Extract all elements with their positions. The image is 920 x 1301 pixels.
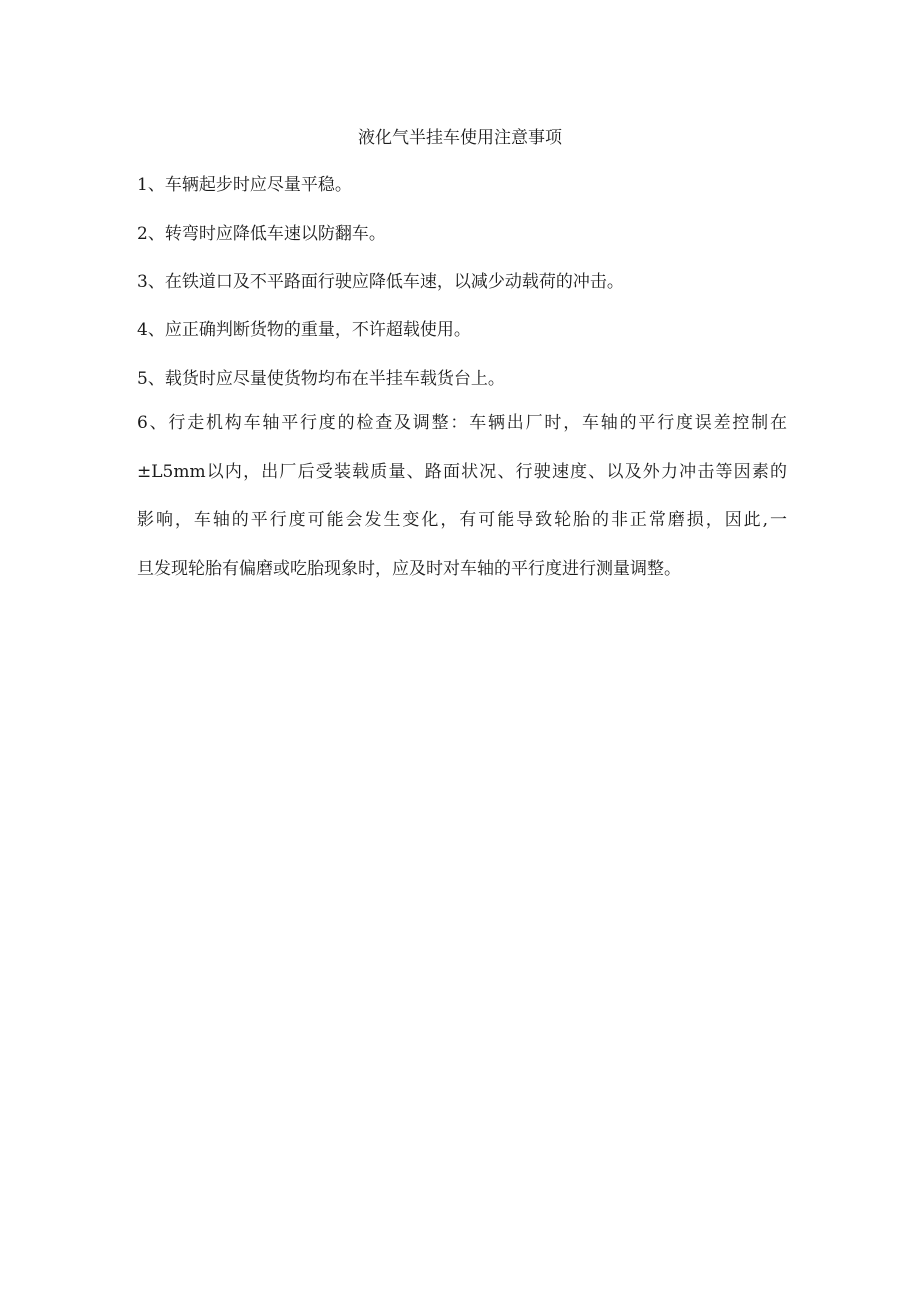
list-item-3: 3、在铁道口及不平路面行驶应降低车速，以减少动载荷的冲击。	[137, 272, 624, 292]
list-item-6-line-4: 旦发现轮胎有偏磨或吃胎现象时，应及时对车轴的平行度进行测量调整。	[137, 558, 681, 579]
list-item-6-line-3: 影响，车轴的平行度可能会发生变化，有可能导致轮胎的非正常磨损，因此,一	[137, 510, 787, 530]
list-item-5: 5、载货时应尽量使货物均布在半挂车载货台上。	[137, 369, 505, 389]
list-item-6-line-1: 6、行走机构车轴平行度的检查及调整：车辆出厂时，车轴的平行度误差控制在	[137, 413, 787, 433]
list-item-4: 4、应正确判断货物的重量，不许超载使用。	[137, 320, 471, 340]
list-item-6	[137, 399, 787, 593]
list-item-6-line-2: ±L5mm以内，出厂后受装载质量、路面状况、行驶速度、以及外力冲击等因素的	[137, 461, 787, 482]
list-item-2: 2、转弯时应降低车速以防翻车。	[137, 224, 386, 244]
list-item-1: 1、车辆起步时应尽量平稳。	[137, 175, 352, 195]
page-title: 液化气半挂车使用注意事项	[358, 128, 562, 148]
